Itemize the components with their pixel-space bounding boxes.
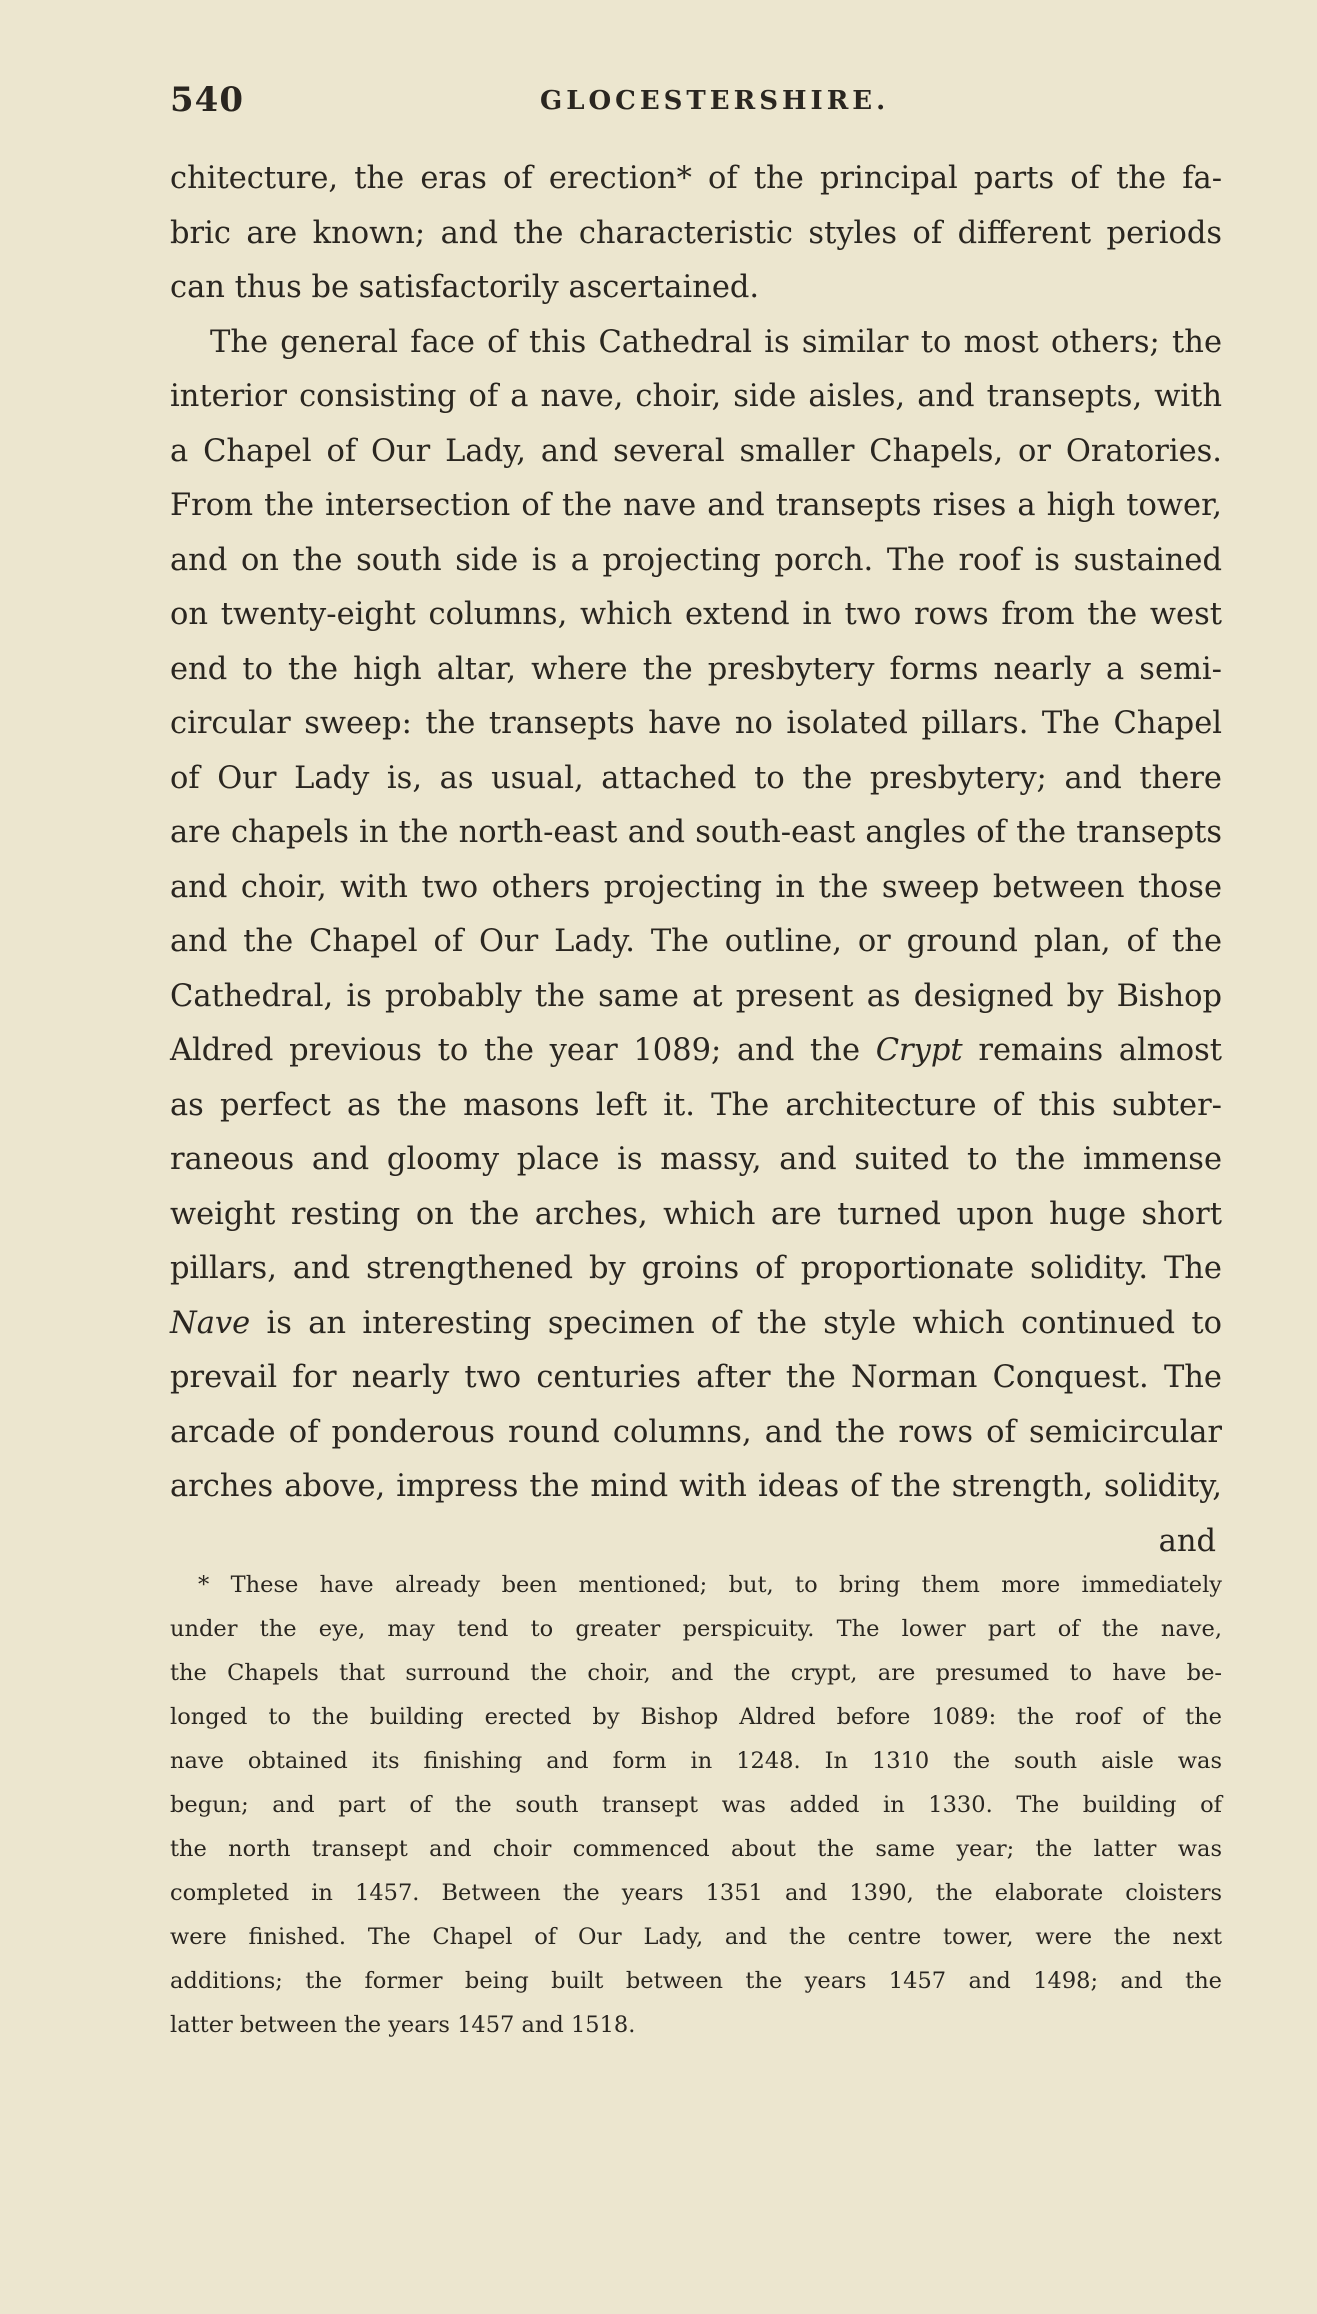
text-line: interior consisting of a nave, choir, side aisles, and transepts, with [170, 379, 1222, 414]
text-line: bric are known; and the characteristic styles of different periods [170, 215, 1222, 251]
italic-term-crypt: Crypt [875, 1033, 963, 1068]
text-line: a Chapel of Our Lady, and several smaller Chapels, or Oratories. [170, 433, 1222, 469]
text-line: circular sweep: the transepts have no isolated pillars. The Chapel [170, 706, 1222, 741]
text-line: arcade of ponderous round columns, and the rows of semicircular [170, 1414, 1222, 1450]
text-line: The general face of this Cathedral is similar to most others; the [210, 324, 1222, 360]
text-line [170, 1297, 1222, 1352]
footnote-line: were finished. The Chapel of Our Lady, and the centre tower, were the next [170, 1924, 1222, 1950]
text-line: and the Chapel of Our Lady. The outline, or ground plan, of the [170, 924, 1222, 959]
text-line: of Our Lady is, as usual, attached to the presbytery; and there [170, 760, 1222, 796]
text-line: are chapels in the north-east and south-east angles of the transepts [170, 815, 1222, 850]
text-line [170, 1024, 1222, 1079]
text-segment: remains almost [978, 1033, 1222, 1068]
text-segment: is an interesting specimen of the style which continued to [266, 1305, 1222, 1341]
text-line: pillars, and strengthened by groins of proportionate solidity. The [170, 1251, 1222, 1286]
footnote-line: begun; and part of the south transept was added in 1330. The building of [170, 1792, 1222, 1818]
text-line: prevail for nearly two centuries after the Norman Conquest. The [170, 1360, 1222, 1395]
text-line: on twenty-eight columns, which extend in two rows from the west [170, 597, 1222, 632]
footnote-line: longed to the building erected by Bishop Aldred before 1089: the roof of the [170, 1704, 1222, 1730]
running-title: GLOCESTERSHIRE. [540, 86, 890, 116]
text-line: end to the high altar, where the presbytery forms nearly a semi- [170, 651, 1222, 687]
catchword: and [1158, 1523, 1216, 1559]
footnote-line: the north transept and choir commenced about the same year; the latter was [170, 1836, 1222, 1862]
footnote [170, 1563, 1222, 2047]
footnote-line: completed in 1457. Between the years 1351 and 1390, the elaborate cloisters [170, 1880, 1222, 1906]
text-line: Cathedral, is probably the same at present as designed by Bishop [170, 978, 1222, 1014]
footnote-line: latter between the years 1457 and 1518. [170, 2012, 636, 2038]
text-segment: Aldred previous to the year 1089; and the [170, 1033, 860, 1068]
text-line: From the intersection of the nave and transepts rises a high tower, [170, 488, 1222, 523]
footnote-line: nave obtained its finishing and form in 1248. In 1310 the south aisle was [170, 1748, 1222, 1774]
text-line: and choir, with two others projecting in the sweep between those [170, 869, 1222, 905]
text-line: can thus be satisfactorily ascertained. [170, 270, 760, 305]
page-number: 540 [170, 80, 244, 120]
text-line: weight resting on the arches, which are turned upon huge short [170, 1196, 1222, 1232]
footnote-line: * These have already been mentioned; but, to bring them more immediately [198, 1572, 1222, 1598]
footnote-line: the Chapels that surround the choir, and the crypt, are presumed to have be- [170, 1660, 1222, 1686]
running-head [170, 80, 1210, 130]
text-line: arches above, impress the mind with ideas of the strength, solidity, [170, 1469, 1222, 1504]
body-text [170, 152, 1222, 1569]
italic-term-nave: Nave [170, 1305, 251, 1341]
footnote-line: under the eye, may tend to greater perspicuity. The lower part of the nave, [170, 1616, 1222, 1642]
text-line: as perfect as the masons left it. The architecture of this subter- [170, 1087, 1222, 1123]
footnote-line: additions; the former being built between the years 1457 and 1498; and the [170, 1968, 1222, 1994]
text-line: raneous and gloomy place is massy, and suited to the immense [170, 1142, 1222, 1177]
text-line: and on the south side is a projecting porch. The roof is sustained [170, 542, 1222, 578]
text-line: chitecture, the eras of erection* of the principal parts of the fa- [170, 161, 1222, 196]
